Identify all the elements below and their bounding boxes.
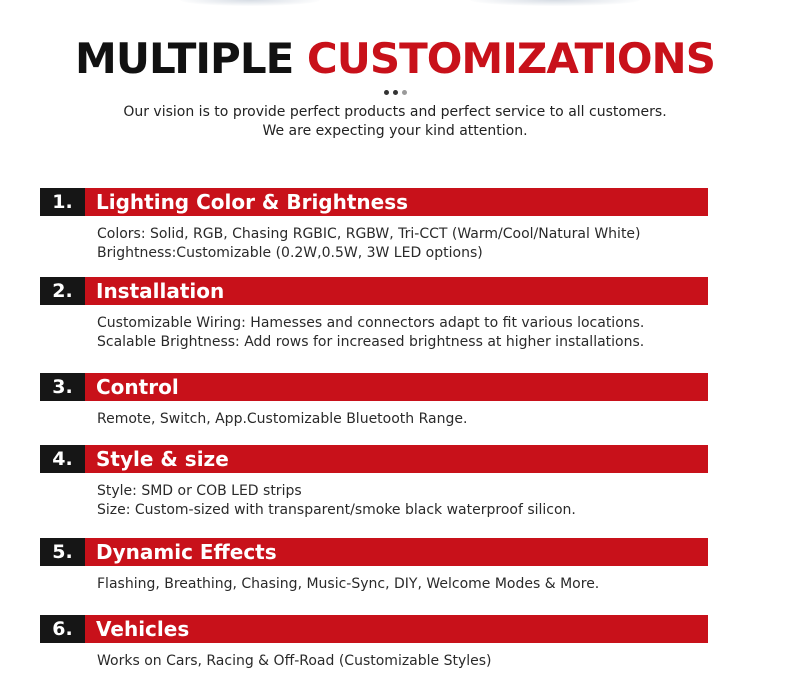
description-line: Works on Cars, Racing & Off-Road (Customizable Styles) — [97, 653, 492, 669]
section-header — [40, 538, 708, 566]
section-header — [40, 188, 708, 216]
section-number: 3. — [40, 373, 85, 401]
section-header — [40, 277, 708, 305]
section-number: 5. — [40, 538, 85, 566]
section-description — [97, 410, 708, 429]
section-title: Vehicles — [85, 615, 708, 643]
divider-dots — [0, 90, 790, 95]
section-description — [97, 575, 708, 594]
description-line: Brightness:Customizable (0.2W,0.5W, 3W LED options) — [97, 245, 483, 261]
dot-icon — [384, 90, 389, 95]
section-title: Control — [85, 373, 708, 401]
description-line: Colors: Solid, RGB, Chasing RGBIC, RGBW, Tri-CCT (Warm/Cool/Natural White) — [97, 226, 641, 242]
description-line: Size: Custom-sized with transparent/smoke black waterproof silicon. — [97, 502, 576, 518]
section-header — [40, 373, 708, 401]
section-title: Style & size — [85, 445, 708, 473]
title-black-part: MULTIPLE — [75, 34, 294, 83]
title-red-part: CUSTOMIZATIONS — [306, 34, 715, 83]
section-lighting — [40, 188, 708, 263]
section-number: 1. — [40, 188, 85, 216]
description-line: Customizable Wiring: Hamesses and connectors adapt to fit various locations. — [97, 315, 645, 331]
section-number: 2. — [40, 277, 85, 305]
section-description — [97, 314, 708, 352]
section-description — [97, 482, 708, 520]
section-style-size — [40, 445, 708, 520]
description-line: Flashing, Breathing, Chasing, Music-Sync, DIY, Welcome Modes & More. — [97, 576, 600, 592]
intro-line-2: We are expecting your kind attention. — [262, 123, 528, 139]
description-line: Remote, Switch, App.Customizable Bluetooth Range. — [97, 411, 468, 427]
section-description — [97, 652, 708, 671]
section-description — [97, 225, 708, 263]
top-decoration — [180, 0, 320, 6]
section-title: Dynamic Effects — [85, 538, 708, 566]
section-number: 6. — [40, 615, 85, 643]
top-decoration — [470, 0, 640, 6]
dot-icon — [402, 90, 407, 95]
page-title — [0, 34, 790, 84]
section-vehicles — [40, 615, 708, 671]
section-title: Lighting Color & Brightness — [85, 188, 708, 216]
section-number: 4. — [40, 445, 85, 473]
section-header — [40, 445, 708, 473]
description-line: Scalable Brightness: Add rows for increased brightness at higher installations. — [97, 334, 645, 350]
section-dynamic-effects — [40, 538, 708, 594]
description-line: Style: SMD or COB LED strips — [97, 483, 302, 499]
intro-line-1: Our vision is to provide perfect products and perfect service to all customers. — [123, 104, 667, 120]
dot-icon — [393, 90, 398, 95]
section-control — [40, 373, 708, 429]
section-installation — [40, 277, 708, 352]
section-title: Installation — [85, 277, 708, 305]
section-header — [40, 615, 708, 643]
